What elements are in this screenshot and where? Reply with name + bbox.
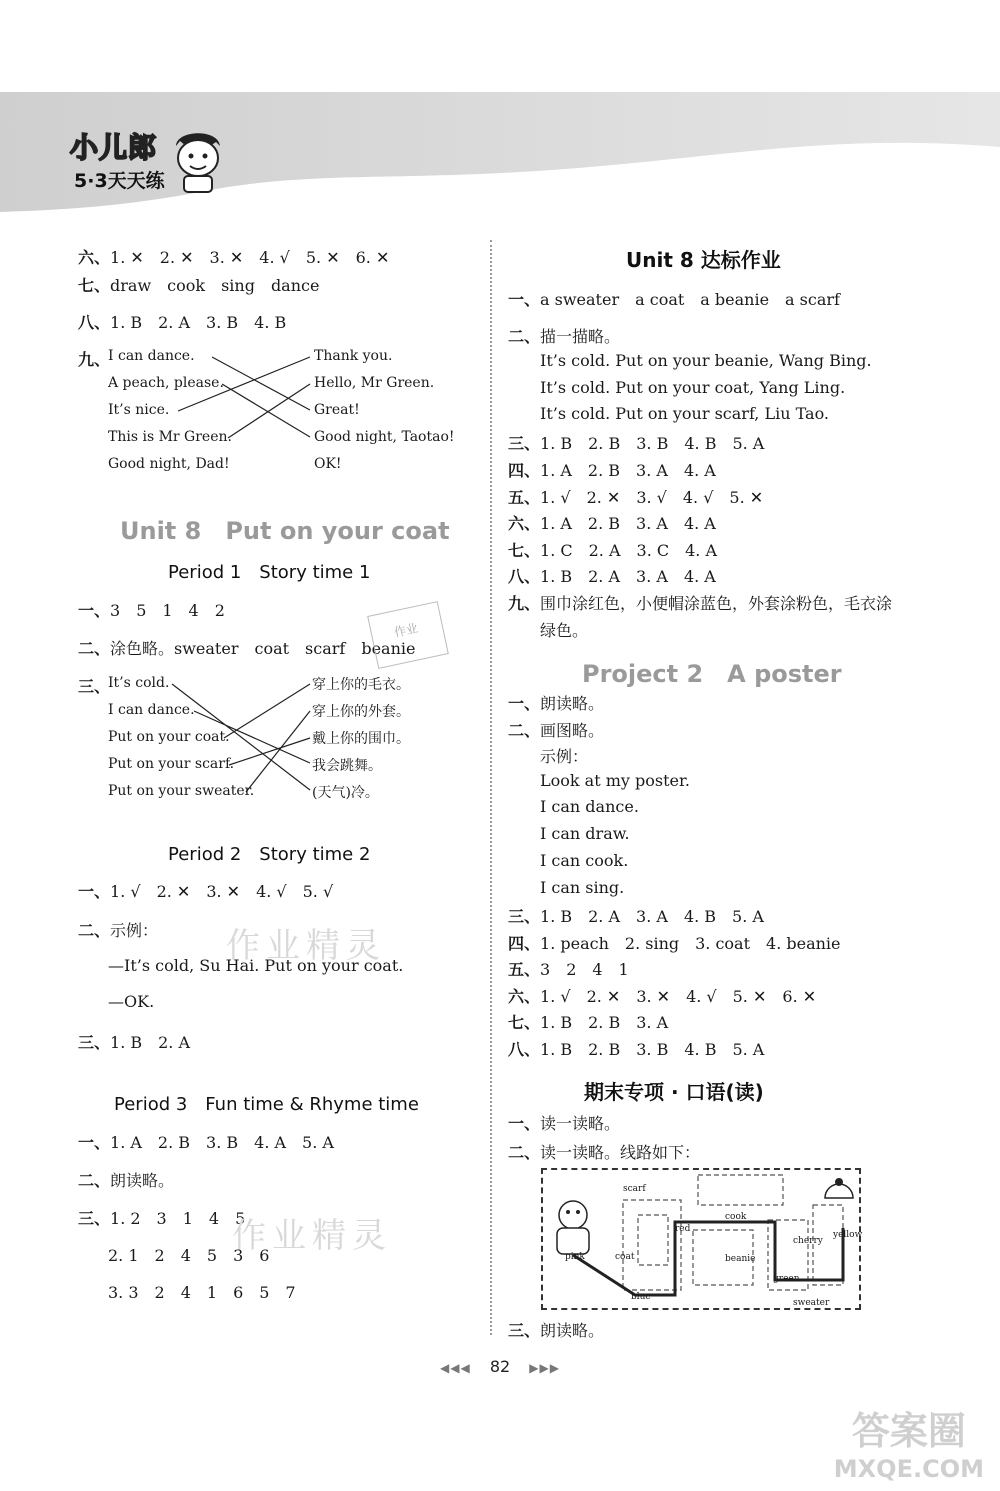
answer-line: 二、涂色略。sweater coat scarf beanie bbox=[78, 639, 416, 658]
section-number: 九、 bbox=[78, 350, 111, 369]
watermark: 作业精灵 bbox=[226, 926, 386, 966]
page-number: 82 bbox=[489, 1357, 511, 1376]
unit-title: Unit 8 Put on your coat bbox=[120, 517, 450, 545]
answer-line: 四、1. A 2. B 3. A 4. A bbox=[508, 461, 716, 480]
match-left-item: It’s cold. bbox=[108, 675, 170, 691]
answer-line: 一、a sweater a coat a beanie a scarf bbox=[508, 290, 840, 309]
answer-line: 三、1. B 2. B 3. B 4. B 5. A bbox=[508, 434, 765, 453]
watermark-stamp: 作业 bbox=[367, 601, 449, 669]
match-right-item: 穿上你的外套。 bbox=[312, 704, 410, 720]
answer-line: 3. 3 2 4 1 6 5 7 bbox=[108, 1283, 296, 1302]
answer-line: 七、1. B 2. B 3. A bbox=[508, 1013, 669, 1032]
match-left-item: It’s nice. bbox=[108, 402, 170, 418]
answer-line: I can sing. bbox=[540, 878, 625, 897]
next-arrows-icon: ▶▶▶ bbox=[529, 1361, 560, 1375]
answer-line: 三、朗读略。 bbox=[508, 1321, 605, 1340]
answer-line: 二、示例： bbox=[78, 921, 159, 940]
match-left-item: I can dance. bbox=[108, 702, 195, 718]
answer-line: 八、1. B 2. A 3. B 4. B bbox=[78, 313, 287, 332]
answer-line: 六、1. ✕ 2. ✕ 3. ✕ 4. √ 5. ✕ 6. ✕ bbox=[78, 248, 390, 267]
answer-line: 一、3 5 1 4 2 bbox=[78, 601, 225, 620]
answer-line: 六、1. A 2. B 3. A 4. A bbox=[508, 514, 716, 533]
answer-line: I can dance. bbox=[540, 797, 639, 816]
answer-line: 示例： bbox=[540, 747, 589, 766]
answer-line: It’s cold. Put on your coat, Yang Ling. bbox=[540, 378, 846, 397]
route-map bbox=[541, 1168, 861, 1310]
answer-line: 八、1. B 2. B 3. B 4. B 5. A bbox=[508, 1040, 765, 1059]
match-right-item: (天气)冷。 bbox=[312, 785, 379, 801]
answer-line: 二、描一描略。 bbox=[508, 327, 621, 346]
answer-line: Look at my poster. bbox=[540, 771, 690, 790]
brand-logo: 小儿郎 bbox=[70, 131, 158, 164]
match-right-item: Good night, Taotao! bbox=[314, 429, 455, 445]
map-label: sweater bbox=[793, 1298, 830, 1308]
answer-line: 五、1. √ 2. ✕ 3. √ 4. √ 5. ✕ bbox=[508, 488, 764, 507]
answer-line: 二、朗读略。 bbox=[78, 1171, 175, 1190]
match-right-item: Great! bbox=[314, 402, 360, 418]
map-label: pink bbox=[565, 1252, 585, 1262]
match-right-item: Hello, Mr Green. bbox=[314, 375, 435, 391]
answer-line: 绿色。 bbox=[540, 621, 589, 640]
section-number: 三、 bbox=[78, 677, 111, 696]
answer-line: I can draw. bbox=[540, 824, 630, 843]
answer-line: It’s cold. Put on your scarf, Liu Tao. bbox=[540, 404, 829, 423]
answer-line: 2. 1 2 4 5 3 6 bbox=[108, 1246, 270, 1265]
map-label: coat bbox=[615, 1252, 635, 1262]
prev-arrows-icon: ◀◀◀ bbox=[440, 1361, 471, 1375]
map-label: cherry bbox=[793, 1236, 823, 1246]
match-right-item: 穿上你的毛衣。 bbox=[312, 677, 410, 693]
answer-line: It’s cold. Put on your beanie, Wang Bing. bbox=[540, 351, 872, 370]
answer-line: 七、draw cook sing dance bbox=[78, 276, 320, 295]
answer-line: 三、1. B 2. A bbox=[78, 1033, 191, 1052]
section-title: 期末专项 · 口语(读) bbox=[584, 1080, 764, 1104]
answer-line: 六、1. √ 2. ✕ 3. ✕ 4. √ 5. ✕ 6. ✕ bbox=[508, 987, 817, 1006]
answer-line: 九、围巾涂红色，小便帽涂蓝色，外套涂粉色，毛衣涂 bbox=[508, 594, 893, 613]
answer-line: 二、读一读略。线路如下： bbox=[508, 1143, 701, 1162]
answer-line: 四、1. peach 2. sing 3. coat 4. beanie bbox=[508, 934, 841, 953]
answer-line: —OK. bbox=[108, 992, 155, 1011]
match-left-item: Put on your scarf. bbox=[108, 756, 235, 772]
match-left-item: Put on your sweater. bbox=[108, 783, 255, 799]
map-label: cook bbox=[725, 1212, 747, 1222]
map-label: yellow bbox=[833, 1230, 863, 1240]
match-right-item: OK! bbox=[314, 456, 342, 472]
map-label: green bbox=[773, 1274, 800, 1284]
map-label: beanie bbox=[725, 1254, 756, 1264]
match-left-item: A peach, please. bbox=[108, 375, 224, 391]
page-footer bbox=[0, 1357, 1000, 1376]
match-left-item: I can dance. bbox=[108, 348, 195, 364]
watermark: 作业精灵 bbox=[232, 1216, 392, 1256]
map-label: red bbox=[675, 1224, 691, 1234]
answer-line: 五、3 2 4 1 bbox=[508, 960, 629, 979]
match-right-item: Thank you. bbox=[314, 348, 393, 364]
project-title: Project 2 A poster bbox=[582, 660, 842, 688]
section-title: Unit 8 达标作业 bbox=[626, 248, 781, 272]
match-right-item: 戴上你的围巾。 bbox=[312, 731, 410, 747]
answer-line: 八、1. B 2. A 3. A 4. A bbox=[508, 567, 716, 586]
series-name: 5·3天天练 bbox=[74, 170, 165, 192]
answer-line: 一、1. √ 2. ✕ 3. ✕ 4. √ 5. √ bbox=[78, 882, 334, 901]
answer-line: 一、1. A 2. B 3. B 4. A 5. A bbox=[78, 1133, 334, 1152]
answer-line: 三、1. B 2. A 3. A 4. B 5. A bbox=[508, 907, 764, 926]
match-left-item: This is Mr Green. bbox=[108, 429, 232, 445]
match-right-item: 我会跳舞。 bbox=[312, 758, 382, 774]
answer-line: 三、1. 2 3 1 4 5 bbox=[78, 1209, 246, 1228]
map-label: scarf bbox=[623, 1184, 646, 1194]
period-title: Period 1 Story time 1 bbox=[168, 562, 371, 583]
match-left-item: Good night, Dad! bbox=[108, 456, 230, 472]
answer-line: 一、朗读略。 bbox=[508, 694, 605, 713]
answer-line: I can cook. bbox=[540, 851, 629, 870]
answer-line: 七、1. C 2. A 3. C 4. A bbox=[508, 541, 718, 560]
answer-line: 一、读一读略。 bbox=[508, 1114, 621, 1133]
map-label: blue bbox=[631, 1292, 651, 1302]
match-left-item: Put on your coat. bbox=[108, 729, 230, 745]
corner-watermark: 答案圈 MXQE.COM bbox=[833, 1409, 984, 1483]
answer-line: —It’s cold, Su Hai. Put on your coat. bbox=[108, 956, 404, 975]
period-title: Period 2 Story time 2 bbox=[168, 844, 371, 865]
answer-line: 二、画图略。 bbox=[508, 721, 605, 740]
period-title: Period 3 Fun time & Rhyme time bbox=[114, 1094, 419, 1115]
